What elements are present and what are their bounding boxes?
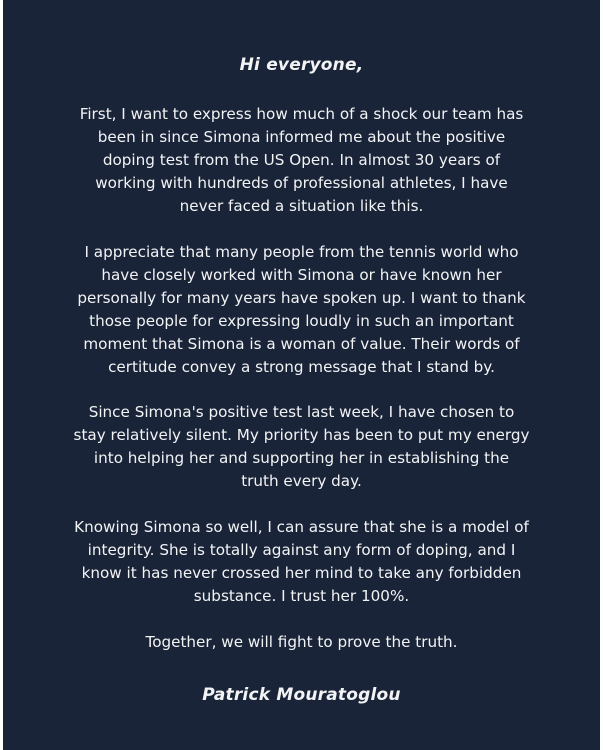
letter-paragraph-3: Since Simona's positive test last week, I have chosen to stay relatively silent. My priority has been to put my energy into helping her and supporting her in establishing the truth every day. [73,403,530,490]
letter-greeting: Hi everyone, [239,55,364,75]
letter-signature: Patrick Mouratoglou [202,685,401,705]
letter-paragraph-1: First, I want to express how much of a shock our team has been in since Simona informed me about the positive doping test from the US Open. In almost 30 years of working with hundreds of professional athletes, I have never faced a situation like this. [79,105,524,215]
letter-paragraph-4: Knowing Simona so well, I can assure that she is a model of integrity. She is totally against any form of doping, and I know it has never crossed her mind to take any forbidden substance. I trust her 100%. [74,518,529,605]
statement-card [3,0,600,750]
letter-paragraph-5: Together, we will fight to prove the truth. [145,633,458,651]
letter-paragraph-2: I appreciate that many people from the tennis world who have closely worked with Simona or have known her personally for many years have spoken up. I want to thank those people for expressing loudly in such an important moment that Simona is a woman of value. Their words of certitude convey a strong message that I stand by. [77,243,526,376]
